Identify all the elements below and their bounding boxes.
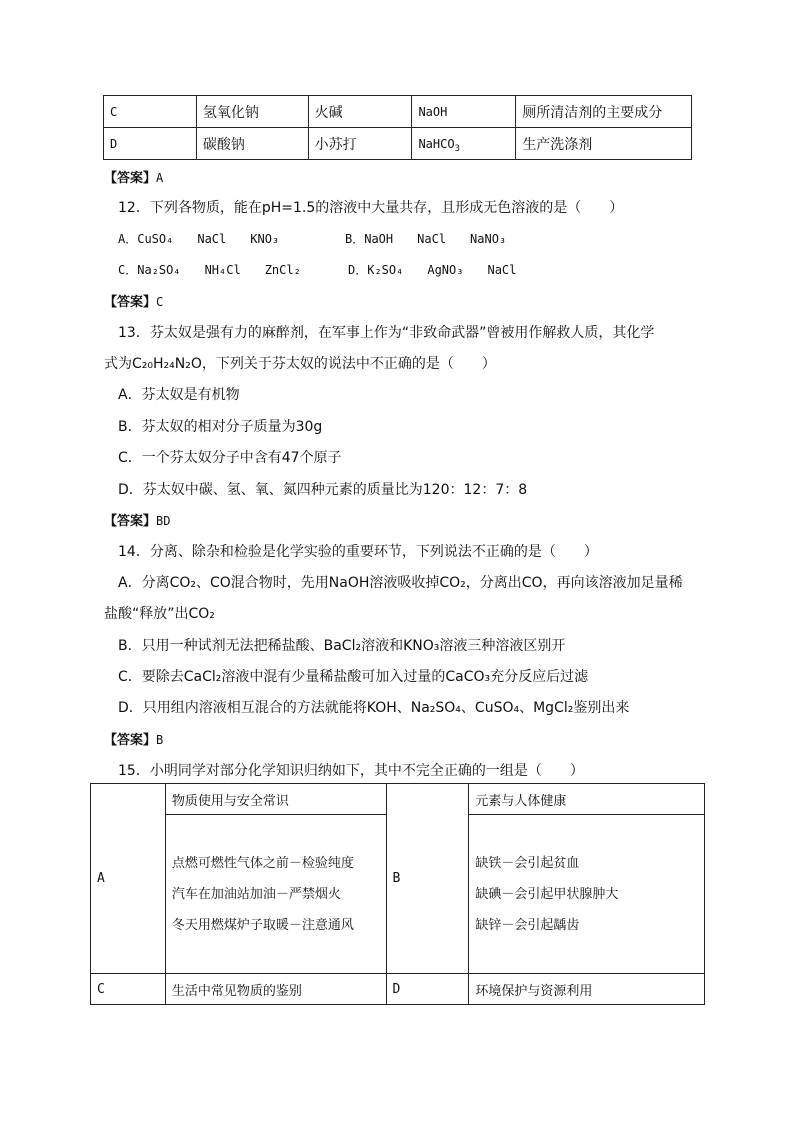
group-c-letter: C — [91, 974, 166, 1005]
q14-option-d: D．只用组内溶液相互混合的方法就能将KOH、Na₂SO₄、CuSO₄、MgCl₂鉴别出来 — [118, 700, 630, 716]
q13-option-c: C．一个芬太奴分子中含有47个原子 — [118, 450, 342, 466]
q12-answer — [104, 291, 163, 310]
row-name: 碳酸钠 — [196, 128, 308, 160]
table-row — [104, 128, 692, 160]
q15-table — [90, 783, 705, 1005]
row-name: 氢氧化钠 — [196, 96, 308, 128]
row-letter: D — [104, 128, 197, 160]
q11-table — [103, 95, 692, 160]
row-common-name: 火碱 — [308, 96, 412, 128]
answer-label: 【答案】 — [104, 733, 157, 748]
row-use: 生产洗涤剂 — [516, 128, 692, 160]
answer-value: C — [156, 295, 164, 309]
group-c-title: 生活中常见物质的鉴别 — [165, 974, 386, 1005]
formula-main: NaHCO — [418, 136, 455, 151]
list-item: 点燃可燃性气体之前－检验纯度 — [171, 855, 354, 871]
group-d-letter: D — [386, 974, 469, 1005]
table-row — [91, 784, 705, 815]
q12-option-b: B．NaOH NaCl NaNO₃ — [345, 232, 507, 246]
q12-option-c: C．Na₂SO₄ NH₄Cl ZnCl₂ — [118, 263, 301, 277]
q12-stem: 12．下列各物质，能在pH=1.5的溶液中大量共存，且形成无色溶液的是（ ） — [118, 200, 624, 216]
group-b-letter: B — [386, 784, 469, 974]
group-a-items — [165, 815, 386, 974]
table-row — [104, 96, 692, 128]
q14-option-a-line1: A．分离CO₂、CO混合物时，先用NaOH溶液吸收掉CO₂，分离出CO，再向该溶液加足量稀 — [118, 575, 683, 591]
q14-option-a-line2: 盐酸“释放”出CO₂ — [104, 606, 215, 622]
group-b-title: 元素与人体健康 — [469, 784, 705, 815]
list-item: 汽车在加油站加油－严禁烟火 — [171, 886, 341, 902]
answer-value: BD — [156, 514, 171, 528]
answer-label: 【答案】 — [104, 171, 157, 186]
q13-option-d: D．芬太奴中碳、氢、氧、氮四种元素的质量比为120：12：7：8 — [118, 482, 528, 498]
q14-option-c: C．要除去CaCl₂溶液中混有少量稀盐酸可加入过量的CaCO₃充分反应后过滤 — [118, 669, 589, 685]
answer-label: 【答案】 — [104, 514, 157, 529]
q14-stem: 14．分离、除杂和检验是化学实验的重要环节，下列说法不正确的是（ ） — [118, 544, 598, 560]
answer-value: B — [156, 733, 164, 747]
row-letter: C — [104, 96, 197, 128]
list-item: 缺碘－会引起甲状腺肿大 — [475, 886, 619, 902]
formula-subscript: 3 — [454, 143, 460, 154]
group-b-items — [469, 815, 705, 974]
row-formula — [412, 128, 516, 160]
q13-option-b: B．芬太奴的相对分子质量为30g — [118, 419, 323, 435]
row-common-name: 小苏打 — [308, 128, 412, 160]
q13-answer — [104, 510, 170, 529]
q12-option-a: A．CuSO₄ NaCl KNO₃ — [118, 232, 280, 246]
q13-stem-line1: 13．芬太奴是强有力的麻醉剂，在军事上作为“非致命武器”曾被用作解救人质，其化学 — [118, 325, 655, 341]
q14-option-b: B．只用一种试剂无法把稀盐酸、BaCl₂溶液和KNO₃溶液三种溶液区别开 — [118, 638, 566, 654]
q15-stem: 15．小明同学对部分化学知识归纳如下，其中不完全正确的一组是（ ） — [118, 763, 584, 779]
q12-option-d: D．K₂SO₄ AgNO₃ NaCl — [348, 263, 517, 277]
q13-option-a: A．芬太奴是有机物 — [118, 387, 240, 403]
group-a-title: 物质使用与安全常识 — [165, 784, 386, 815]
row-use: 厕所清洁剂的主要成分 — [516, 96, 692, 128]
table-row — [91, 974, 705, 1005]
answer-value: A — [156, 171, 164, 185]
q11-answer — [104, 167, 163, 186]
group-d-title: 环境保护与资源利用 — [469, 974, 705, 1005]
answer-label: 【答案】 — [104, 295, 157, 310]
list-item: 缺锌－会引起龋齿 — [475, 917, 580, 933]
row-formula: NaOH — [412, 96, 516, 128]
group-a-letter: A — [91, 784, 166, 974]
q13-stem-line2: 式为C₂₀H₂₄N₂O，下列关于芬太奴的说法中不正确的是（ ） — [104, 356, 496, 372]
list-item: 缺铁－会引起贫血 — [475, 855, 580, 871]
q14-answer — [104, 729, 163, 748]
list-item: 冬天用燃煤炉子取暖－注意通风 — [171, 917, 354, 933]
